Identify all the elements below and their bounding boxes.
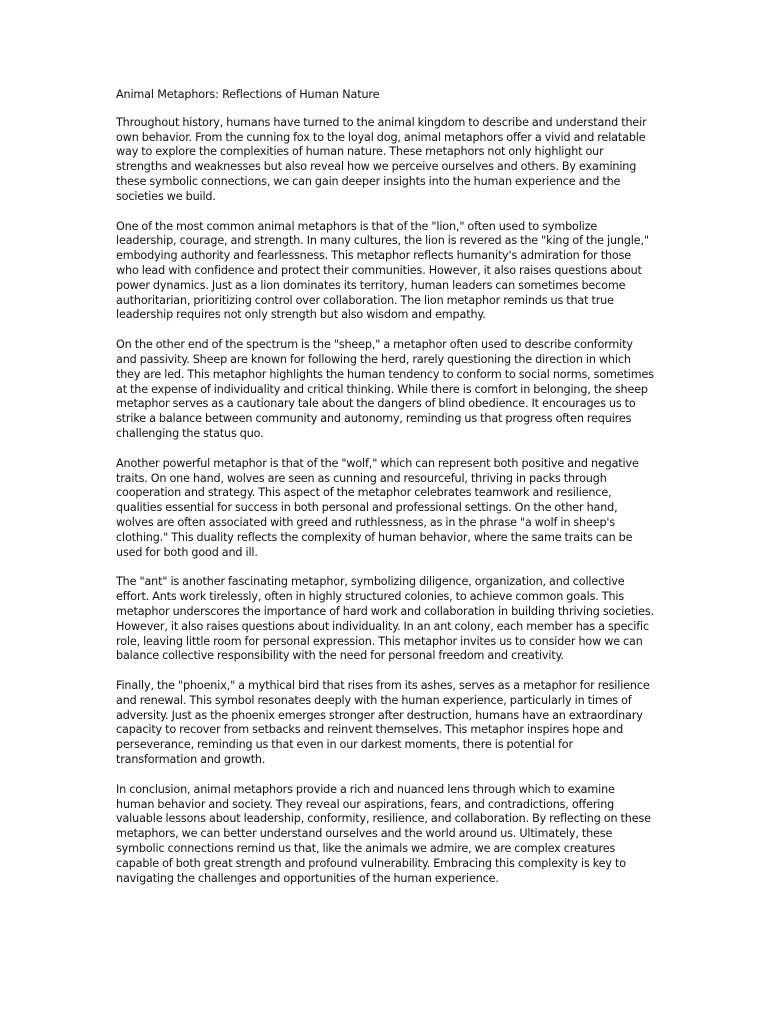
- paragraph-lion: One of the most common animal metaphors is that of the "lion," often used to symbolize leadership, courage, and strength. In many cultures, the lion is revered as the "king of the jungle," embodying authority and fearlessness. This metaphor reflects humanity's admiration for those who lead with confidence and protect their communities. However, it also raises questions about power dynamics. Just as a lion dominates its territory, human leaders can sometimes become authoritarian, prioritizing control over collaboration. The lion metaphor reminds us that true leadership requires not only strength but also wisdom and empathy.: [116, 219, 649, 322]
- paragraph-phoenix: Finally, the "phoenix," a mythical bird that rises from its ashes, serves as a metaphor for resilience and renewal. This symbol resonates deeply with the human experience, particularly in times of adversity. Just as the phoenix emerges stronger after destruction, humans have an extraordinary capacity to recover from setbacks and reinvent themselves. This metaphor inspires hope and perseverance, reminding us that even in our darkest moments, there is potential for transformation and growth.: [116, 679, 650, 767]
- paragraph-ant: The "ant" is another fascinating metaphor, symbolizing diligence, organization, and collective effort. Ants work tirelessly, often in highly structured colonies, to achieve common goals. This metaphor underscores the importance of hard work and collaboration in building thriving societies. However, it also raises questions about individuality. In an ant colony, each member has a specific role, leaving little room for personal expression. This metaphor invites us to consider how we can balance collective responsibility with the need for personal freedom and creativity.: [116, 575, 654, 663]
- paragraph-sheep: On the other end of the spectrum is the "sheep," a metaphor often used to describe conformity and passivity. Sheep are known for following the herd, rarely questioning the direction in which they are led. This metaphor highlights the human tendency to conform to social norms, sometimes at the expense of individuality and critical thinking. While there is comfort in belonging, the sheep metaphor serves as a cautionary tale about the dangers of blind obedience. It encourages us to strike a balance between community and autonomy, reminding us that progress often requires challenging the status quo.: [116, 338, 654, 440]
- paragraph-wolf: Another powerful metaphor is that of the "wolf," which can represent both positive and negative traits. On one hand, wolves are seen as cunning and resourceful, thriving in packs through cooperation and strategy. This aspect of the metaphor celebrates teamwork and resilience, qualities essential for success in both personal and professional settings. On the other hand, wolves are often associated with greed and ruthlessness, as in the phrase "a wolf in sheep's clothing." This duality reflects the complexity of human behavior, where the same traits can be used for both good and ill.: [116, 456, 639, 559]
- document-page: [116, 88, 656, 901]
- paragraph-conclusion: In conclusion, animal metaphors provide a rich and nuanced lens through which to examine human behavior and society. They reveal our aspirations, fears, and contradictions, offering valuable lessons about leadership, conformity, resilience, and collaboration. By reflecting on these metaphors, we can better understand ourselves and the world around us. Ultimately, these symbolic connections remind us that, like the animals we admire, we are complex creatures capable of both great strength and profound vulnerability. Embracing this complexity is key to navigating the challenges and opportunities of the human experience.: [116, 782, 651, 885]
- paragraph-introduction: Throughout history, humans have turned to the animal kingdom to describe and understand their own behavior. From the cunning fox to the loyal dog, animal metaphors offer a vivid and relatable way to explore the complexities of human nature. These metaphors not only highlight our strengths and weaknesses but also reveal how we perceive ourselves and others. By examining these symbolic connections, we can gain deeper insights into the human experience and the societies we build.: [116, 115, 647, 203]
- document-title: Animal Metaphors: Reflections of Human Nature: [116, 88, 380, 101]
